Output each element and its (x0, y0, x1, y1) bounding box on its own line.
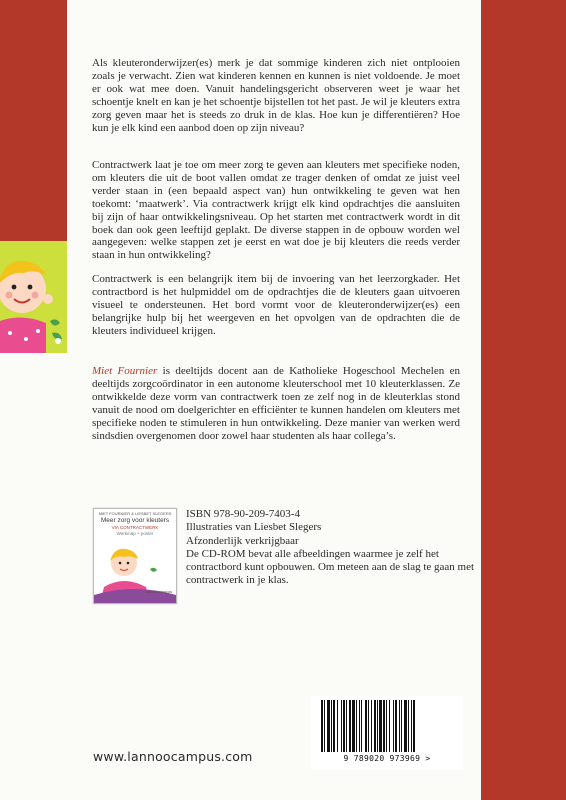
thumb-subtitle: VIA CONTRACTWERK (111, 525, 159, 530)
publisher-url[interactable]: www.lannoocampus.com (93, 749, 253, 764)
barcode-bar (379, 700, 382, 752)
barcode-bar (321, 700, 323, 752)
child-illustration (0, 241, 67, 353)
barcode-bars (317, 700, 457, 754)
barcode-bar (389, 700, 390, 752)
thumb-publisher: lannoocampus (145, 589, 172, 594)
barcode-bar (349, 700, 351, 752)
availability: Afzonderlijk verkrijgbaar (186, 534, 299, 547)
companion-book-thumbnail (93, 508, 177, 604)
book-info (186, 508, 476, 588)
barcode-bar (331, 700, 332, 752)
contractbord-paragraph: Contractwerk is een belangrijk item bij de invoering van het leerzorgkader. Het contractbord is het hulpmiddel om de opdrachtjes die de kleuters gaan uitvoeren visueel te ondersteunen. Het bord vormt voor de kleuteronderwijzer(es) een belangrijke hulp bij het weergeven en het opvolgen van de opdrachten die de kleuters individueel krijgen. (92, 273, 460, 337)
isbn: ISBN 978-90-209-7403-4 (186, 508, 300, 520)
barcode-bar (395, 700, 397, 752)
barcode-bar (393, 700, 394, 752)
thumb-title: Meer zorg voor kleuters (100, 517, 170, 524)
barcode-bar (368, 700, 369, 752)
barcode-bar (413, 700, 415, 752)
barcode-bar (383, 700, 385, 752)
thumb-authors: MIET FOURNIER & LIESBET SLEGERS (98, 511, 172, 516)
thumb-small-text: Werkmap + poster (116, 531, 154, 536)
barcode-bar (411, 700, 412, 752)
barcode-bar (356, 700, 357, 752)
barcode-bar (377, 700, 378, 752)
red-band-right (481, 0, 566, 800)
barcode-bar (343, 700, 345, 752)
barcode-bar (371, 700, 372, 752)
barcode-bar (374, 700, 376, 752)
barcode-bar (359, 700, 360, 752)
red-band-left (0, 0, 67, 241)
barcode-bar (408, 700, 409, 752)
illustrator: Illustraties van Liesbet Slegers (186, 521, 322, 534)
barcode-bar (399, 700, 400, 752)
barcode-bar (365, 700, 367, 752)
barcode-bar (361, 700, 362, 752)
barcode-bar (333, 700, 335, 752)
barcode-bar (346, 700, 347, 752)
barcode-bar (327, 700, 330, 752)
barcode-bar (352, 700, 355, 752)
barcode-bar (337, 700, 338, 752)
cdrom-note: De CD-ROM bevat alle afbeeldingen waarmee je zelf het contractbord kunt opbouwen. Om meteen aan de slag te gaan met contractwerk in je klas. (186, 547, 475, 587)
contractwerk-paragraph: Contractwerk laat je toe om meer zorg te geven aan kleuters met specifieke noden, om kleuters die uit de boot vallen omdat ze trager denken of omdat ze juist veel verder staan in (een bepaald aspect van) hun ontwikkeling te geven wat hen toekomt: ‘maatwerk’. Via contractwerk krijgt elk kind opdrachtjes die aansluiten bij zijn of haar ontwikkelingsniveau. Op het starten met contractwerk wordt in dit boek dan ook geen leeftijd geplakt. De diverse stappen in de opbouw worden wel aangegeven: welke stappen zet je eerst en wat doe je bij kleuters die reeds verder staan in hun ontwikkeling? (92, 159, 460, 262)
author-bio (92, 365, 460, 442)
barcode-bar (341, 700, 342, 752)
barcode-bar (324, 700, 325, 752)
barcode-bar (404, 700, 407, 752)
author-bio-text: is deeltijds docent aan de Katholieke Hogeschool Mechelen en deeltijds zorgcoördinator in een autonome kleuterschool met 10 kleuterklassen. Ze ontwikkelde deze vorm van contractwerk toen ze zelf nog in de kleuterklas stond vanuit de nood om doelgerichter en efficiënter te kunnen handelen om kleuters met specifieke noden te stimuleren in hun ontwikkeling. Deze manier van werken werd sindsdien overgenomen door zowel haar studenten als haar collega’s. (92, 365, 460, 442)
barcode-bar (401, 700, 402, 752)
barcode (311, 696, 463, 770)
barcode-bar (386, 700, 387, 752)
author-name: Miet Fournier (92, 365, 158, 377)
barcode-digits: 9 789020 973969 > (343, 754, 431, 763)
intro-paragraph: Als kleuteronderwijzer(es) merk je dat sommige kinderen zich niet ontplooien zoals je verwacht. Zien wat kinderen kennen en kunnen is niet voldoende. Je moet er ook wat mee doen. Vanuit handelingsgericht observeren weet je waar het schoentje knelt en kan je het schoentje bijstellen tot het past. Je wil je kleuters extra zorg geven maar het is steeds zo druk in de klas. Hoe kun je differentiëren? Hoe kun je elk kind een aanbod doen op zijn niveau? (92, 57, 460, 134)
